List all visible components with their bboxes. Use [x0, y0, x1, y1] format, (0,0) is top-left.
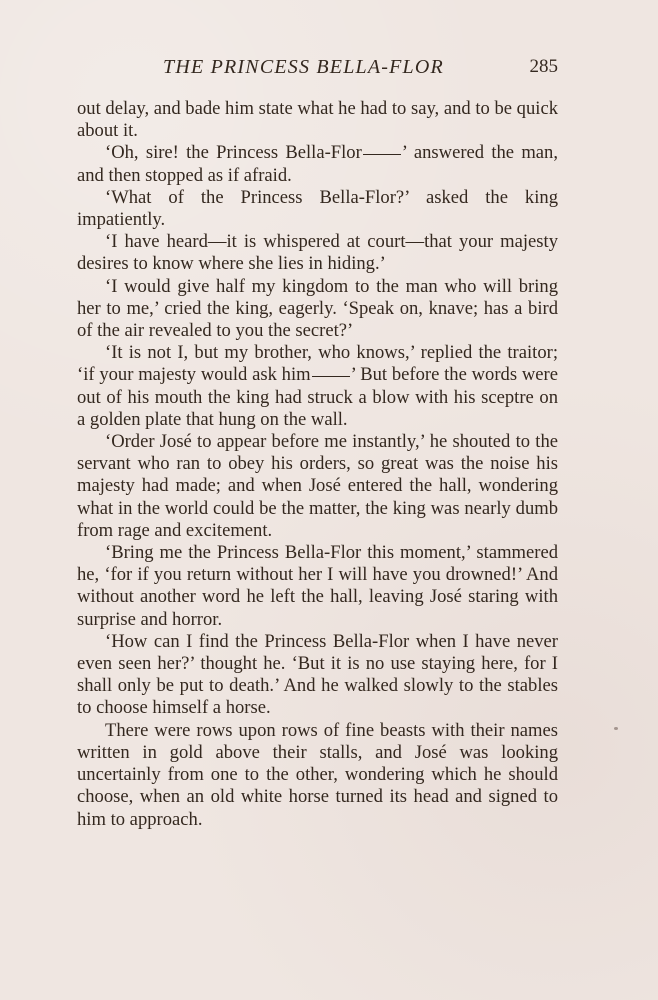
paragraph-10: There were rows upon rows of fine beasts with their names written in gold above their stalls, and José was looking uncertainly from one to the other, wondering which he should choose, when an old white horse turned its head and signed to him to approach.	[77, 719, 558, 830]
paragraph-2	[77, 142, 558, 186]
paragraph-3: ‘What of the Princess Bella-Flor?’ asked the king impatiently.	[77, 186, 558, 231]
paragraph-6	[77, 342, 558, 431]
page-header	[77, 56, 558, 82]
paragraph-8: ‘Bring me the Princess Bella-Flor this moment,’ stammered he, ‘for if you return without her I will have you drowned!’ And without another word he left the hall, leaving José staring with surprise and horror.	[77, 542, 558, 630]
paragraph-5: ‘I would give half my kingdom to the man who will bring her to me,’ cried the king, eagerly. ‘Speak on, knave; has a bird of the air revealed to you the secret?’	[77, 275, 558, 342]
paragraph-6-start: ‘It is not I, but my brother, who knows,’ replied the traitor; ‘if your majesty would ask him	[77, 342, 558, 386]
page-number: 285	[529, 56, 558, 77]
paragraph-2-end: ’ answered the man, and then stopped as if afraid.	[77, 142, 558, 186]
em-dash-break	[312, 376, 350, 377]
chapter-text	[77, 98, 558, 831]
paper-speck	[614, 727, 618, 730]
running-title: THE PRINCESS BELLA-FLOR	[163, 56, 444, 78]
em-dash-break	[363, 154, 401, 155]
paragraph-7: ‘Order José to appear before me instantly,’ he shouted to the servant who ran to obey his orders, so great was the noise his majesty had made; and when José entered the hall, wondering what in the world could be the matter, the king was nearly dumb from rage and excitement.	[77, 431, 558, 541]
paragraph-1: out delay, and bade him state what he had to say, and to be quick about it.	[77, 98, 558, 142]
paragraph-9: ‘How can I find the Princess Bella-Flor when I have never even seen her?’ thought he. ‘But it is no use staying here, for I shall only be put to death.’ And he walked slowly to the stables to choose himself a horse.	[77, 630, 558, 719]
paragraph-6-end: ’ But before the words were out of his mouth the king had struck a blow with his sceptre on a golden plate that hung on the wall.	[77, 364, 558, 430]
paragraph-2-start: ‘Oh, sire! the Princess Bella-Flor	[105, 142, 362, 164]
paragraph-4: ‘I have heard—it is whispered at court—that your majesty desires to know where she lies in hiding.’	[77, 231, 558, 275]
